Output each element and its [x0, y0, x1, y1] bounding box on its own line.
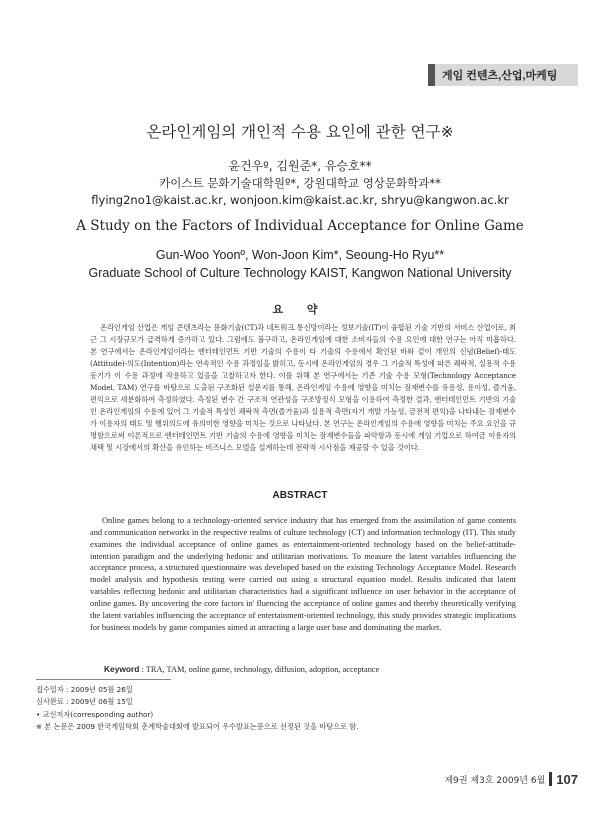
footnote-separator	[36, 679, 171, 680]
keywords-values: : TRA, TAM, online game, technology, diffusion, adoption, acceptance	[141, 665, 380, 674]
section-tag	[428, 64, 578, 86]
footnotes	[36, 684, 556, 733]
keywords-label: Keyword	[104, 664, 140, 674]
paper-title-english: A Study on the Factors of Individual Acceptance for Online Game	[76, 218, 524, 234]
section-tag-bar	[428, 64, 435, 86]
abstract-heading: ABSTRACT	[272, 490, 328, 501]
authors-english: Gun-Woo Yoonº, Won-Joon Kim*, Seoung-Ho Ryu**	[155, 248, 445, 262]
received-date: 접수일자 : 2009년 05월 26일	[36, 685, 133, 694]
corresponding-author-note: • 교신저자(corresponding author)	[36, 709, 154, 719]
presentation-note: ※ 본 논문은 2009 한국게임학회 춘계학술대회에 발표되어 우수발표논문으로 선정된 것을 바탕으로 함.	[36, 721, 359, 731]
section-tag-label: 게임 컨텐츠,산업,마케팅	[435, 64, 578, 86]
review-date: 심사완료 : 2009년 06월 15일	[36, 697, 133, 707]
author-emails: flying2no1@kaist.ac.kr, wonjoon.kim@kaist.ac.kr, shryu@kangwon.ac.kr	[91, 193, 509, 207]
paper-title-korean: 온라인게임의 개인적 수용 요인에 관한 연구※	[146, 123, 454, 141]
abstract-body: Online games belong to a technology-oriented service industry that has emerged from the assimilation of game contents and communication networks in the respective realms of culture technology (CT) and information technology (IT). This study examines the individual acceptance of online games as entertainment-oriented technology based on the belief-attitude-intention paradigm and the underlying hedonic and utilitarian motivations. To measure the latent variables influencing the acceptance process, a structured questionnaire was developed based on the existing Technology Acceptance Model. Research model analysis and hypothesis testing were carried out using a structural equation model. Results indicated that latent variables reflecting hedonic and utilitarian characteristics had a significant influence on user behavior in the acceptance of online games. By uncovering the core factors in' fluencing the acceptance of online games and thereby theoretically verifying the latent variables influencing the acceptance of entertainment-oriented technology, this study provides strategic implications for business models by game companies aimed at attracting a large user base and dominating the market.	[90, 516, 516, 632]
korean-abstract-heading: 요 약	[272, 303, 328, 316]
page-footer	[444, 771, 578, 787]
page-number: 107	[556, 771, 578, 787]
keywords-line	[104, 664, 534, 674]
footer-divider	[549, 772, 552, 786]
journal-issue: 제9권 제3호 2009년 6월	[444, 775, 546, 786]
affiliations-english: Graduate School of Culture Technology KAIST, Kangwon National University	[88, 266, 512, 280]
korean-abstract-body: 온라인게임 산업은 게임 콘텐츠라는 문화기술(CT)과 네트워크 통신망이라는 정보기술(IT)이 융합된 기술 기반의 서비스 산업이로, 최근 그 시장규모가 급격하게 증가하고 있다. 그럼에도 불구하고, 온라인게임에 대한 소비자들의 수용 요인에 대한 연구는 아직 미흡하다. 본 연구에서는 온라인게임이라는 엔터테인먼트 기반 기술의 수용이 타 기술의 수용에서 확인된 바와 같이 개인의 신념(Belief)-태도(Attitude)-의도(Intention)라는 연속적인 수용 과정임을 밝히고, 동시에 온라인게임의 경우 그 기술적 특성에 따른 쾌락적, 실용적 수용 동기가 이 수용 과정에 작용하고 있음을 고찰하고자 한다. 이를 위해 본 연구에서는 기존 기술 수용 모형(Technology Acceptance Model, TAM) 연구를 바탕으로 도출된 구조화된 설문지를 통해, 온라인게임 수용에 영향을 미치는 잠재변수를 유용성, 용이성, 즐거움, 편익으로 세분화하여 측정하였다. 측정된 변수 간 구조적 연관성을 구조방정식 모형을 이용하여 측정한 결과, 엔터테인먼트 기반의 기술인 온라인게임의 수용에 있어 그 기술적 특성인 쾌락적 측면(즐거움)과 실용적 측면(자기 개발 가능성, 금전적 편익)을 나타내는 잠재변수가 이용자의 태도 및 행위의도에 유의미한 영향을 미치는 것으로 나타났다. 본 연구는 온라인게임의 수용에 영향을 미치는 주요 요인을 규명함으로써 이론적으로 엔터테인먼트 기반 기술의 수용에 영향을 미치는 잠재변수들을 파악함과 동시에 게임 기업으로 하여금 이용자의 채택 및 시장에서의 확산을 유인하는 비즈니스 모델을 설계하는데 전략적 시사점을 제공할 수 있을 것이다.	[90, 323, 516, 453]
authors-korean: 윤건우º, 김원준*, 유승호**	[228, 159, 372, 173]
affiliations-korean: 카이스트 문화기술대학원º*, 강원대학교 영상문화학과**	[159, 176, 441, 190]
